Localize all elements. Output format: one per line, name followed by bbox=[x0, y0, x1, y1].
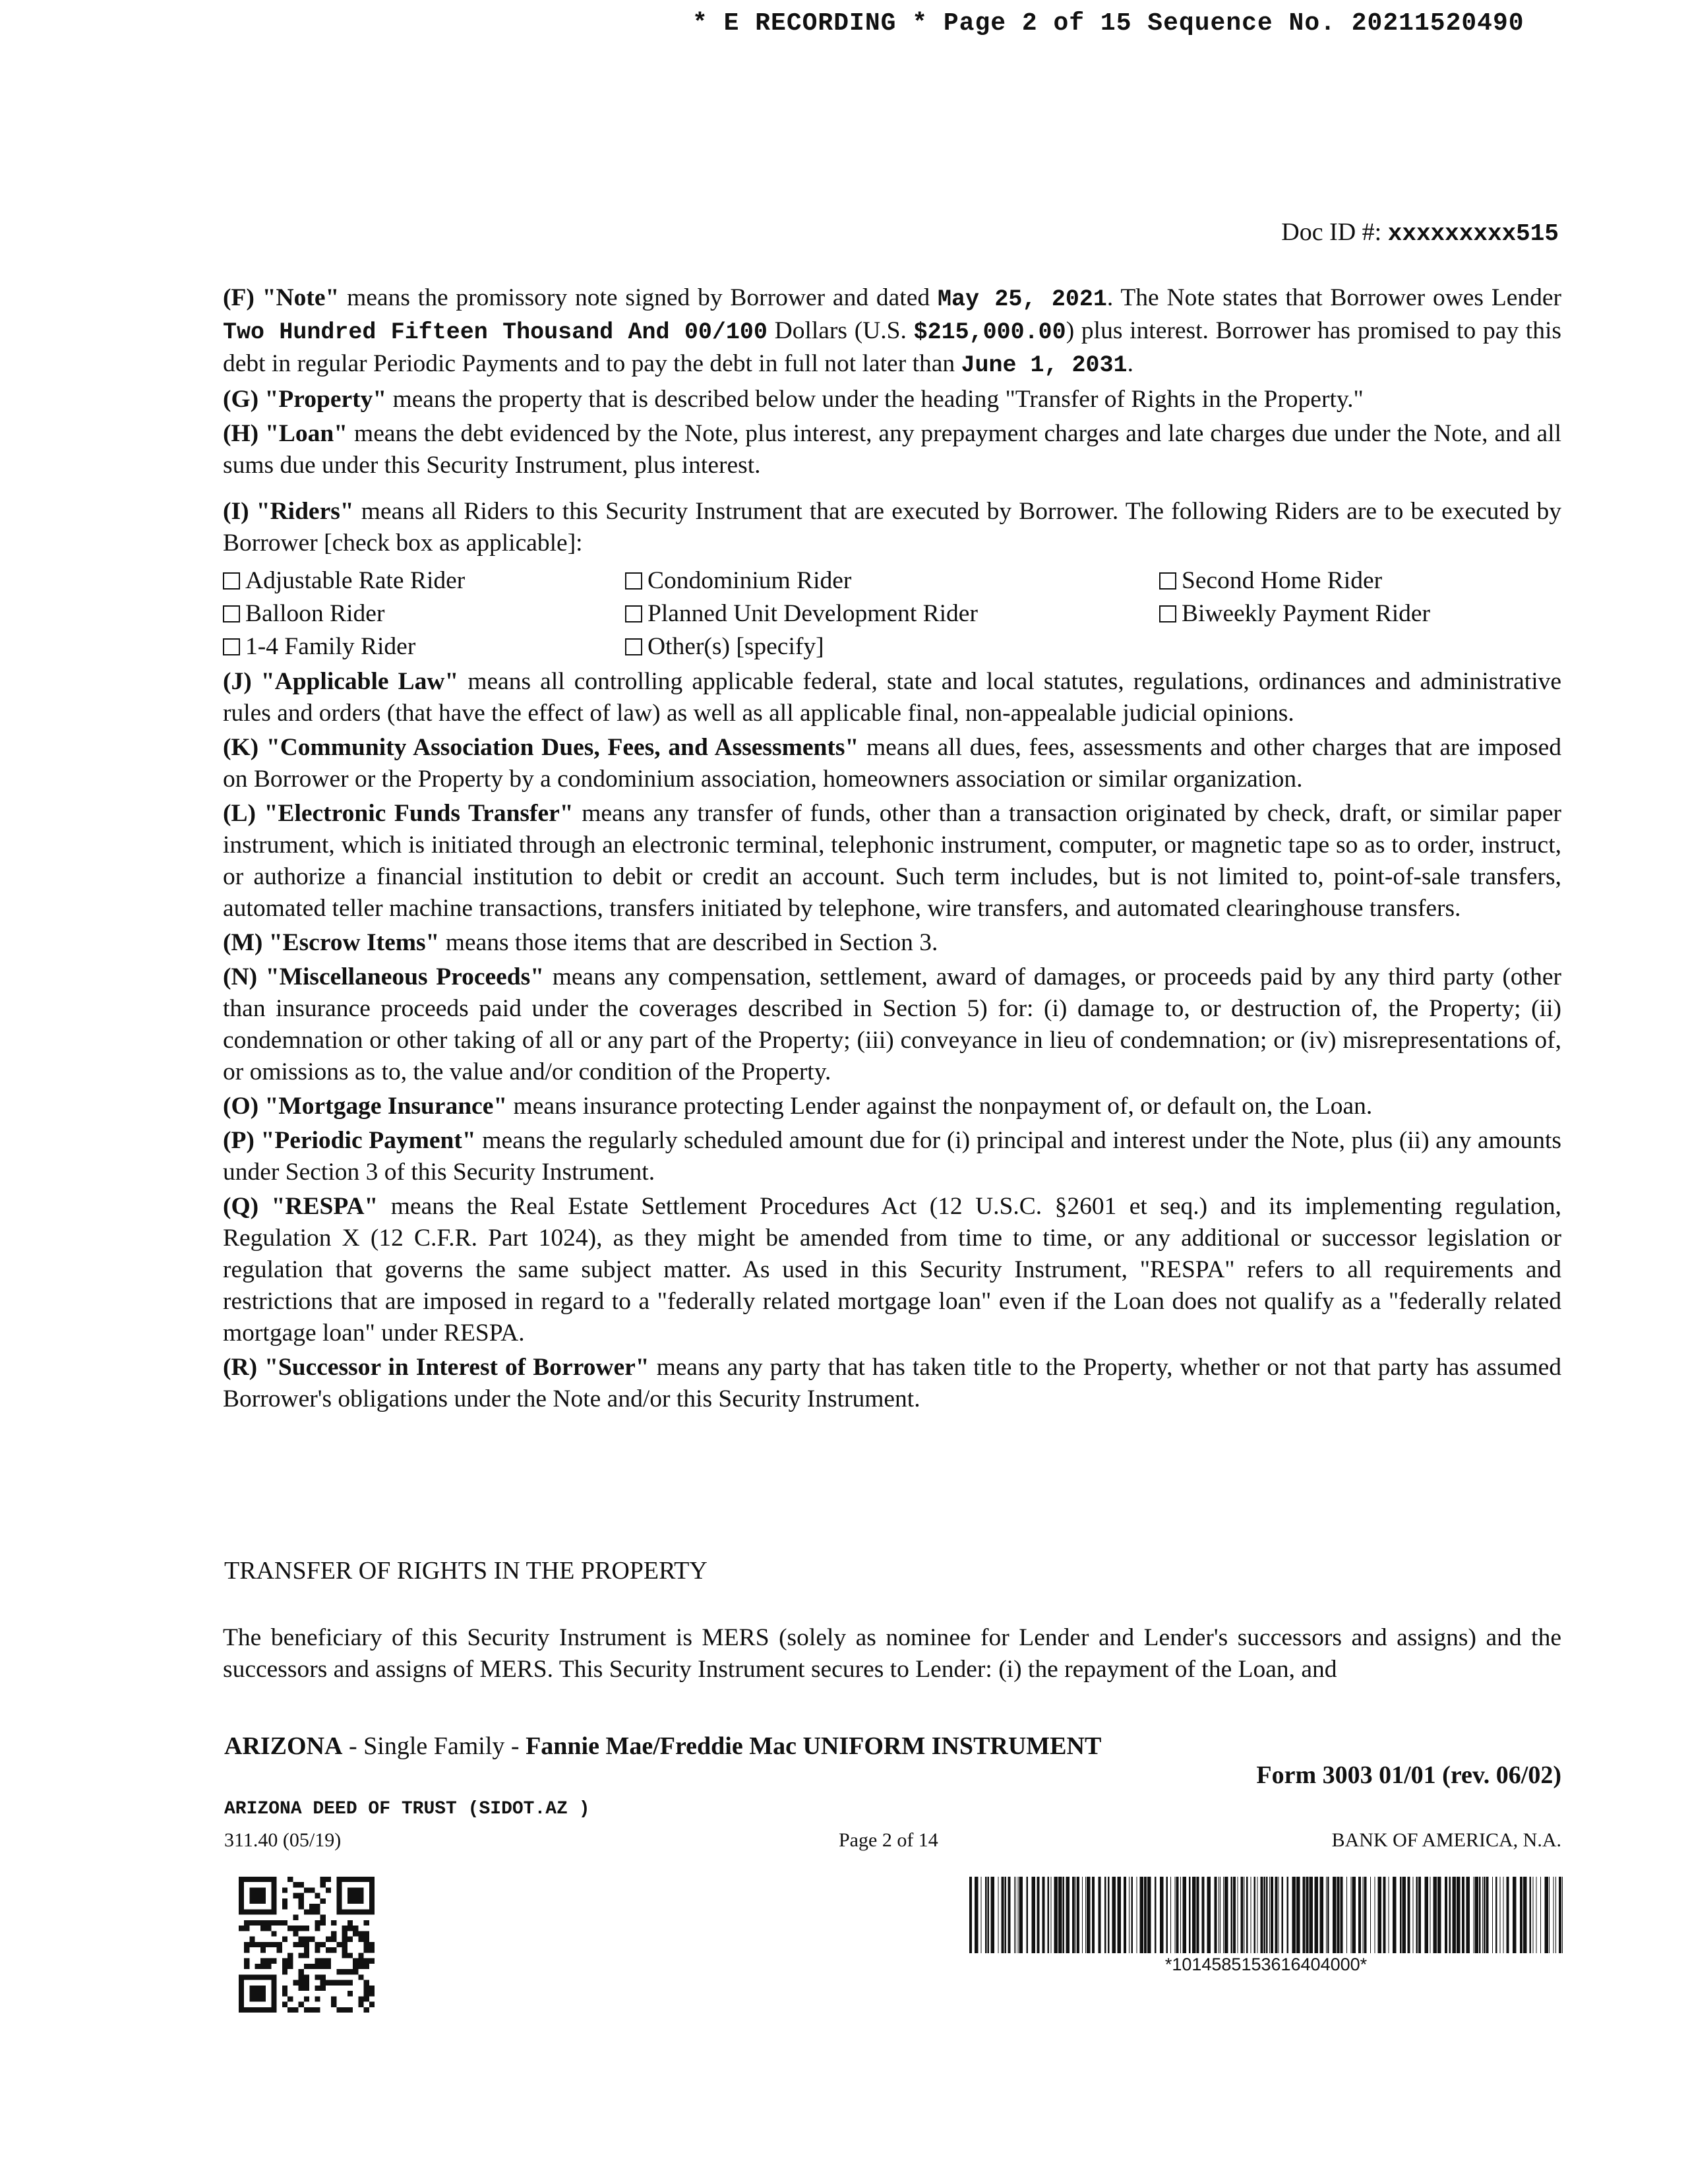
rider-option[interactable]: Other(s) [specify] bbox=[625, 630, 1159, 663]
transfer-heading: TRANSFER OF RIGHTS IN THE PROPERTY bbox=[224, 1557, 708, 1585]
definition-term: "RESPA" bbox=[271, 1193, 378, 1220]
definition-term: "Note" bbox=[262, 284, 340, 311]
doc-id-label: Doc ID #: bbox=[1281, 218, 1388, 246]
definition-k: (K) "Community Association Dues, Fees, and Assessments" means all dues, fees, assessments and other charges that are imposed on Borrower or the Property by a condominium association, homeowners association or similar organization. bbox=[223, 734, 1561, 793]
checkbox-icon[interactable] bbox=[223, 605, 240, 622]
checkbox-icon[interactable] bbox=[223, 572, 240, 590]
definition-term: "Property" bbox=[264, 386, 387, 413]
note-date: May 25, 2021 bbox=[937, 286, 1107, 313]
checkbox-icon[interactable] bbox=[625, 605, 642, 622]
barcode-number: *1014585153616404000* bbox=[1164, 1955, 1368, 1974]
rider-option[interactable]: Second Home Rider bbox=[1159, 564, 1561, 597]
doc-id bbox=[1281, 218, 1559, 247]
definition-f: (F) "Note" means the promissory note signed by Borrower and dated May 25, 2021. The Note states that Borrower owes Lender Two Hundred Fifteen Thousand And 00/100 Dollars (U.S. $215,000.00) plus interest. Borrower has promised to pay this debt in regular Periodic Payments and to pay the debt in full not later than June 1, 2031. bbox=[223, 284, 1562, 379]
definition-q: (Q) "RESPA" means the Real Estate Settlement Procedures Act (12 U.S.C. §2601 et seq.) and its implementing regulation, Regulation X (12 C.F.R. Part 1024), as they might be amended from time to time, or any additional or successor legislation or regulation that governs the same subject matter. As used in this Security Instrument, "RESPA" refers to all requirements and restrictions that are imposed in regard to a "federally related mortgage loan" even if the Loan does not qualify as a "federally related mortgage loan" under RESPA. bbox=[223, 1193, 1561, 1347]
doc-id-value: xxxxxxxxx515 bbox=[1387, 220, 1559, 247]
checkbox-icon[interactable] bbox=[625, 638, 642, 655]
rider-option[interactable]: Balloon Rider bbox=[223, 597, 625, 630]
checkbox-icon[interactable] bbox=[1159, 605, 1176, 622]
loan-amount-words: Two Hundred Fifteen Thousand And 00/100 bbox=[223, 319, 768, 346]
transfer-paragraph: The beneficiary of this Security Instrument is MERS (solely as nominee for Lender and Lender's successors and assigns) and the successors and assigns of MERS. This Security Instrument secures to Lender: (i) the repayment of the Loan, and bbox=[223, 1624, 1561, 1683]
checkbox-icon[interactable] bbox=[223, 638, 240, 655]
definition-h: (H) "Loan" means the debt evidenced by the Note, plus interest, any prepayment charges and late charges due under the Note, and all sums due under this Security Instrument, plus interest. bbox=[223, 420, 1561, 479]
maturity-date: June 1, 2031 bbox=[961, 352, 1128, 379]
form-number: Form 3003 01/01 (rev. 06/02) bbox=[1256, 1761, 1561, 1789]
definition-m: (M) "Escrow Items" means those items that are described in Section 3. bbox=[223, 929, 938, 956]
definition-term: "Applicable Law" bbox=[260, 668, 459, 695]
rider-option[interactable]: 1-4 Family Rider bbox=[223, 630, 625, 663]
definition-term: "Loan" bbox=[265, 420, 348, 447]
checkbox-icon[interactable] bbox=[625, 572, 642, 590]
page-number: Page 2 of 14 bbox=[839, 1829, 938, 1851]
definition-term: "Mortgage Insurance" bbox=[264, 1093, 508, 1120]
footer-state: ARIZONA bbox=[224, 1732, 343, 1760]
definition-term: "Successor in Interest of Borrower" bbox=[264, 1354, 649, 1381]
definition-term: "Periodic Payment" bbox=[260, 1127, 476, 1154]
definition-i: (I) "Riders" means all Riders to this Security Instrument that are executed by Borrower. The following Riders are to be executed by Borrower [check box as applicable]: bbox=[223, 498, 1562, 557]
footer-instrument-line: ARIZONA - Single Family - Fannie Mae/Freddie Mac UNIFORM INSTRUMENT bbox=[224, 1732, 1102, 1760]
checkbox-icon[interactable] bbox=[1159, 572, 1176, 590]
barcode-icon bbox=[969, 1877, 1563, 1953]
definition-term: "Miscellaneous Proceeds" bbox=[265, 963, 545, 990]
definitions-body bbox=[223, 282, 1561, 1418]
definition-j: (J) "Applicable Law" means all controlling applicable federal, state and local statutes, regulations, ordinances and administrative rules and orders (that have the effect of law) as well as all applicable final, non-appealable judicial opinions. bbox=[223, 668, 1562, 727]
definition-p: (P) "Periodic Payment" means the regularly scheduled amount due for (i) principal and interest under the Note, plus (ii) any amounts under Section 3 of this Security Instrument. bbox=[223, 1127, 1562, 1186]
footer-instrument: Fannie Mae/Freddie Mac UNIFORM INSTRUMENT bbox=[526, 1732, 1102, 1760]
qr-code-icon bbox=[239, 1877, 375, 2013]
rider-option[interactable]: Planned Unit Development Rider bbox=[625, 597, 1159, 630]
deed-label: ARIZONA DEED OF TRUST (SIDOT.AZ ) bbox=[224, 1799, 590, 1819]
lender-name: BANK OF AMERICA, N.A. bbox=[1331, 1829, 1561, 1851]
definition-o: (O) "Mortgage Insurance" means insurance protecting Lender against the nonpayment of, or default on, the Loan. bbox=[223, 1093, 1373, 1120]
definition-term: "Community Association Dues, Fees, and Assessments" bbox=[266, 734, 859, 761]
definition-l: (L) "Electronic Funds Transfer" means any transfer of funds, other than a transaction originated by check, draft, or similar paper instrument, which is initiated through an electronic terminal, telephonic instrument, computer, or magnetic tape so as to order, instruct, or authorize a financial institution to debit or credit an account. Such term includes, but is not limited to, point-of-sale transfers, automated teller machine transactions, transfers initiated by telephone, wire transfers, and automated clearinghouse transfers. bbox=[223, 800, 1562, 922]
definition-term: "Electronic Funds Transfer" bbox=[264, 800, 574, 827]
definition-term: "Escrow Items" bbox=[268, 929, 440, 956]
riders-checklist bbox=[223, 564, 1561, 663]
definition-r: (R) "Successor in Interest of Borrower" means any party that has taken title to the Property, whether or not that party has assumed Borrower's obligations under the Note and/or this Security Instrument. bbox=[223, 1354, 1562, 1412]
definition-term: "Riders" bbox=[256, 498, 354, 525]
rider-option[interactable]: Condominium Rider bbox=[625, 564, 1159, 597]
loan-amount: $215,000.00 bbox=[913, 319, 1066, 346]
rider-option[interactable]: Adjustable Rate Rider bbox=[223, 564, 625, 597]
definition-g: (G) "Property" means the property that is described below under the heading "Transfer of Rights in the Property." bbox=[223, 386, 1364, 413]
form-code: 311.40 (05/19) bbox=[224, 1829, 342, 1851]
definition-n: (N) "Miscellaneous Proceeds" means any compensation, settlement, award of damages, or proceeds paid by any third party (other than insurance proceeds paid under the coverages described in Section 5) for: (i) damage to, or destruction of, the Property; (ii) condemnation or other taking of all or any part of the Property; (iii) conveyance in lieu of condemnation; or (iv) misrepresentations of, or omissions as to, the value and/or condition of the Property. bbox=[223, 963, 1561, 1085]
recording-header: * E RECORDING * Page 2 of 15 Sequence No. 20211520490 bbox=[692, 9, 1524, 38]
rider-option[interactable]: Biweekly Payment Rider bbox=[1159, 597, 1561, 630]
